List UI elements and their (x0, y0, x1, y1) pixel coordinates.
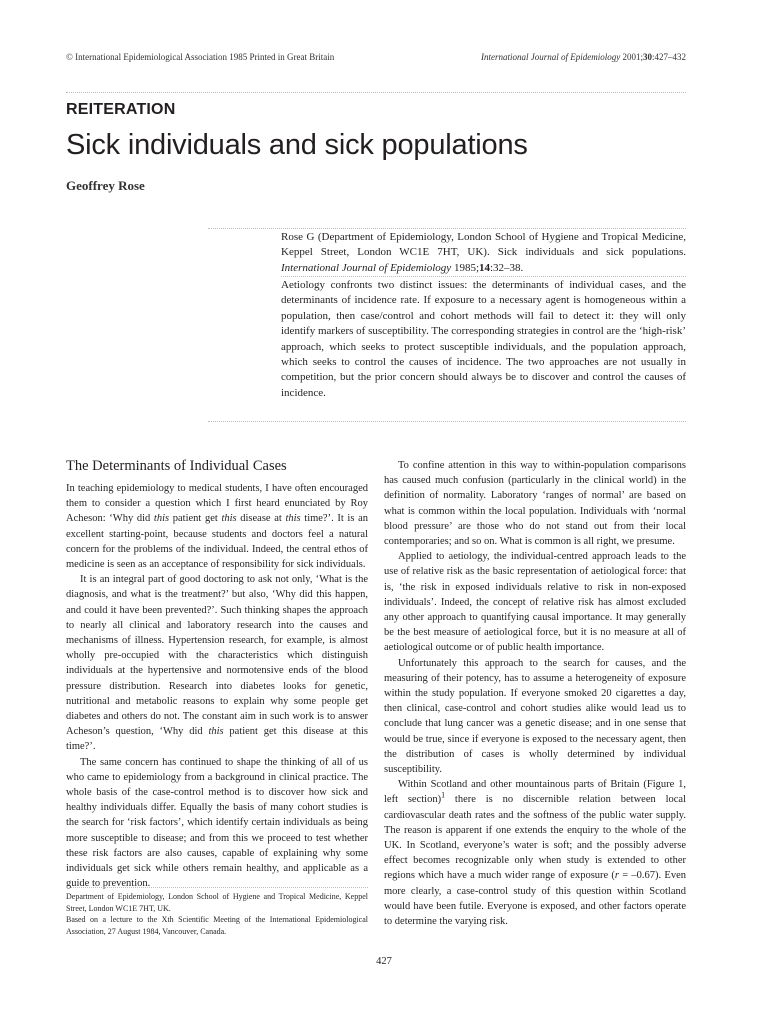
page-number: 427 (376, 956, 392, 967)
journal-year: 2001; (620, 52, 643, 62)
footnote-lecture: Based on a lecture to the Xth Scientific Meeting of the International Epidemiological Association, 27 August 1984, Vancouver, Canada. (66, 915, 368, 936)
citation-volume: 14 (479, 261, 490, 274)
citation-year: 1985; (451, 261, 479, 274)
paragraph: In teaching epidemiology to medical students, I have often encouraged them to consider a question which I first heard enunciated by Roy Acheson: ‘Why did this patient get this disease at this time?’. It is an excellent starting-point, because students and doctors feel a natural concern for the problems of the individual. Indeed, the central ethos of medicine is seen as an acceptance of responsibility for sick individuals. (66, 483, 368, 571)
journal-volume: 30 (642, 52, 652, 62)
author-name: Geoffrey Rose (66, 178, 145, 193)
citation-journal: International Journal of Epidemiology (281, 261, 452, 274)
paragraph: The same concern has continued to shape the thinking of all of us who came to epidemiology from a background in clinical practice. The whole basis of the case-control method is to discover how sick and healthy individuals differ. Equally the basis of many cohort studies is the search for ‘risk factors’, which identify certain individuals as being more susceptible to disease; and from this we proceed to test whether these risk factors are also causes, capable of explaining why some individuals get sick while others remain healthy, and applicable as a guide to prevention. (66, 756, 368, 890)
section-label: REITERATION (66, 101, 176, 118)
abstract-bottom-divider (208, 421, 686, 422)
citation-text: Rose G (Department of Epidemiology, London School of Hygiene and Tropical Medicine, Keppel Street, London WC1E 7HT, UK). Sick individuals and sick populations. (281, 231, 686, 259)
abstract-middle-divider (281, 276, 686, 277)
left-column (66, 481, 368, 891)
header-divider (66, 92, 686, 93)
journal-pages: :427–432 (651, 52, 686, 62)
article-title: Sick individuals and sick populations (66, 129, 528, 161)
journal-reference (481, 52, 686, 62)
paragraph: Applied to aetiology, the individual-centred approach leads to the use of relative risk as the basic representation of aetiological force: that is, ‘the risk in exposed individuals relative to risk in non-exposed individuals’. Indeed, the concept of relative risk has almost excluded any other approach to quantifying causal importance. It may generally be the best measure of aetiological force, but it is no measure at all of aetiological outcome or of public health importance. (384, 551, 686, 654)
citation (281, 230, 686, 276)
paragraph: Unfortunately this approach to the search for causes, and the measuring of their potency, has to assume a heterogeneity of exposure within the study population. If everyone smoked 20 cigarettes a day, then clinical, case-control and cohort studies alike would lead us to conclude that lung cancer was a genetic disease; and in one sense that would be true, since if everyone is exposed to the necessary agent, then the distribution of cases is wholly determined by individual susceptibility. (384, 657, 686, 776)
paragraph: To confine attention in this way to within-population comparisons has caused much confusion (particularly in the clinical world) in the definition of normality. Laboratory ‘ranges of normal’ are based on what is common within the local population. Individuals with ‘normal blood pressure’ are those who do not stand out from their local contemporaries; and so on. What is common is all right, we presume. (384, 460, 686, 548)
journal-name: International Journal of Epidemiology (480, 52, 621, 62)
abstract-summary: Aetiology confronts two distinct issues: the determinants of individual cases, and the determinants of incidence rate. If exposure to a necessary agent is homogeneous within a population, then case/control and cohort methods will fail to detect it: they will only identify markers of susceptibility. The corresponding strategies in control are the ‘high-risk’ approach, which seeks to protect susceptible individuals, and the population approach, which seeks to control the causes of incidence. The two approaches are not usually in competition, but the prior concern should always be to discover and control the causes of incidence. (281, 279, 686, 399)
copyright-line: © International Epidemiological Association 1985 Printed in Great Britain (66, 52, 335, 62)
footnote-divider (66, 887, 368, 888)
footnotes (66, 891, 368, 937)
reference-marker[interactable]: 1 (441, 790, 446, 800)
footnote-affiliation: Department of Epidemiology, London School of Hygiene and Tropical Medicine, Keppel Street, London WC1E 7HT, UK. (66, 892, 368, 913)
paragraph: It is an integral part of good doctoring to ask not only, ‘What is the diagnosis, and what is the treatment?’ but also, ‘Why did this happen, and could it have been prevented?’. Such thinking shapes the approach to nearly all clinical and laboratory research into the causes and mechanisms of illness. Hypertension research, for example, is almost wholly pre-occupied with the characteristics which distinguish individuals at the hypertensive and normotensive ends of the blood pressure distribution. Research into diabetes looks for genetic, nutritional and metabolic reasons to explain why some people get diabetes and others do not. The constant aim in such work is to answer Acheson’s question, ‘Why did this patient get this disease at this time?’. (66, 574, 368, 753)
section-heading: The Determinants of Individual Cases (66, 458, 287, 474)
citation-pages: :32–38. (490, 261, 524, 274)
abstract-top-divider (208, 228, 686, 229)
right-column (384, 458, 686, 929)
paragraph: Within Scotland and other mountainous parts of Britain (Figure 1, left section)$^1$ there is no discernible relation between local cardiovascular death rates and the softness of the public water supply. The reason is apparent if one extends the enquiry to the whole of the UK. In Scotland, everyone’s water is soft; and the possibly adverse effect becomes recognizable only when study is extended to other regions which have a much wider range of exposure (r = –0.67). Even more clearly, a case-control study of this question within Scotland would have been futile. Everyone is exposed, and other factors operate to determine the varying risk. (384, 779, 686, 928)
